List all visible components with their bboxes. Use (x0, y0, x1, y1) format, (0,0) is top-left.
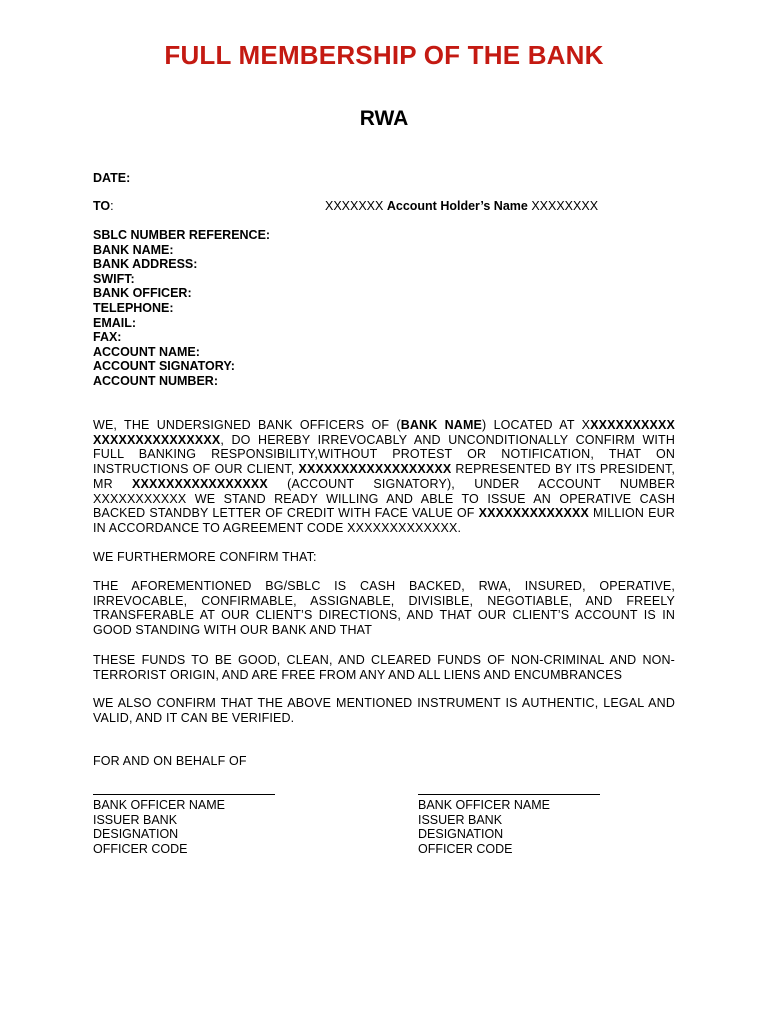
field-bank-name: BANK NAME: (93, 242, 174, 257)
instrument-paragraph: THE AFOREMENTIONED BG/SBLC IS CASH BACKED, RWA, INSURED, OPERATIVE, IRREVOCABLE, CONFIRMABLE, ASSIGNABLE, DIVISIBLE, NEGOTIABLE, AND FREELY TRANSFERABLE AT OUR CLIENT’S DIRECTIONS, AND THAT OUR CLIENT’S ACCOUNT IS IN GOOD STANDING WITH OUR BANK AND THAT (93, 579, 675, 638)
signature-line (93, 794, 275, 795)
to-label: TO (93, 199, 111, 213)
field-bank-address: BANK ADDRESS: (93, 257, 198, 272)
issuer-bank: ISSUER BANK (418, 812, 503, 827)
document-title: FULL MEMBERSHIP OF THE BANK (164, 40, 604, 70)
field-account-signatory: ACCOUNT SIGNATORY: (93, 359, 235, 374)
field-fax: FAX: (93, 330, 122, 345)
furthermore-paragraph: WE FURTHERMORE CONFIRM THAT: (93, 550, 317, 564)
para1-text-6: MILLION EUR IN ACCORDANCE TO AGREEMENT CODE XXXXXXXXXXXXX. (93, 506, 675, 535)
para1-president: XXXXXXXXXXXXXXXX (132, 476, 268, 491)
confirmation-paragraph (93, 418, 675, 536)
field-sblc-number: SBLC NUMBER REFERENCE: (93, 228, 271, 242)
to-value-suffix: XXXXXXXX (527, 199, 599, 213)
authenticity-paragraph: WE ALSO CONFIRM THAT THE ABOVE MENTIONED INSTRUMENT IS AUTHENTIC, LEGAL AND VALID, AND IT CAN BE VERIFIED. (93, 696, 675, 725)
designation: DESIGNATION (418, 827, 504, 842)
issuer-bank: ISSUER BANK (93, 812, 178, 827)
field-email: EMAIL: (93, 315, 137, 330)
document-subtitle: RWA (359, 107, 409, 130)
designation: DESIGNATION (93, 827, 179, 842)
reference-fields (93, 228, 270, 389)
para1-text-3: , DO HEREBY IRREVOCABLY AND UNCONDITIONALLY CONFIRM WITH FULL BANKING RESPONSIBILITY,WITHOUT PROTEST OR NOTIFICATION, THAT ON INSTRUCTIONS OF OUR CLIENT, (93, 432, 675, 477)
signature-block-left (93, 794, 275, 856)
signature-line (418, 794, 600, 795)
to-value-prefix: XXXXXXX (325, 199, 387, 213)
field-account-number: ACCOUNT NUMBER: (93, 373, 218, 388)
to-colon: : (110, 199, 114, 213)
field-account-name: ACCOUNT NAME: (93, 344, 200, 359)
para1-text-1: WE, THE UNDERSIGNED BANK OFFICERS OF ( (93, 418, 401, 432)
para1-face-value: XXXXXXXXXXXXX (478, 506, 589, 521)
funds-paragraph: THESE FUNDS TO BE GOOD, CLEAN, AND CLEARED FUNDS OF NON-CRIMINAL AND NON-TERRORIST ORIGIN, AND ARE FREE FROM ANY AND ALL LIENS AND ENCUMBRANCES (93, 653, 675, 682)
to-value (325, 199, 598, 213)
para1-text-2: ) LOCATED AT X (482, 418, 591, 432)
field-swift: SWIFT: (93, 271, 135, 286)
para1-text-4: REPRESENTED BY ITS PRESIDENT, MR (93, 462, 675, 491)
para1-client: XXXXXXXXXXXXXXXXXX (298, 462, 452, 477)
officer-name: BANK OFFICER NAME (93, 798, 225, 812)
field-bank-officer: BANK OFFICER: (93, 286, 192, 301)
to-row (93, 199, 693, 213)
para1-bank-name: BANK NAME (400, 418, 483, 432)
officer-code: OFFICER CODE (418, 841, 513, 856)
account-holder-name: Account Holder’s Name (386, 199, 528, 213)
date-label: DATE: (93, 171, 131, 185)
officer-code: OFFICER CODE (93, 841, 188, 856)
para1-text-5: (ACCOUNT SIGNATORY), UNDER ACCOUNT NUMBER XXXXXXXXXXX WE STAND READY WILLING AND ABLE TO ISSUE AN OPERATIVE CASH BACKED STANDBY LETTER OF CREDIT WITH FACE VALUE OF (93, 476, 675, 521)
para1-location: XXXXXXXXXX XXXXXXXXXXXXXXX (93, 418, 675, 447)
signature-block-right (418, 794, 600, 856)
field-telephone: TELEPHONE: (93, 300, 174, 315)
on-behalf-text: FOR AND ON BEHALF OF (93, 754, 247, 768)
officer-name: BANK OFFICER NAME (418, 798, 550, 812)
